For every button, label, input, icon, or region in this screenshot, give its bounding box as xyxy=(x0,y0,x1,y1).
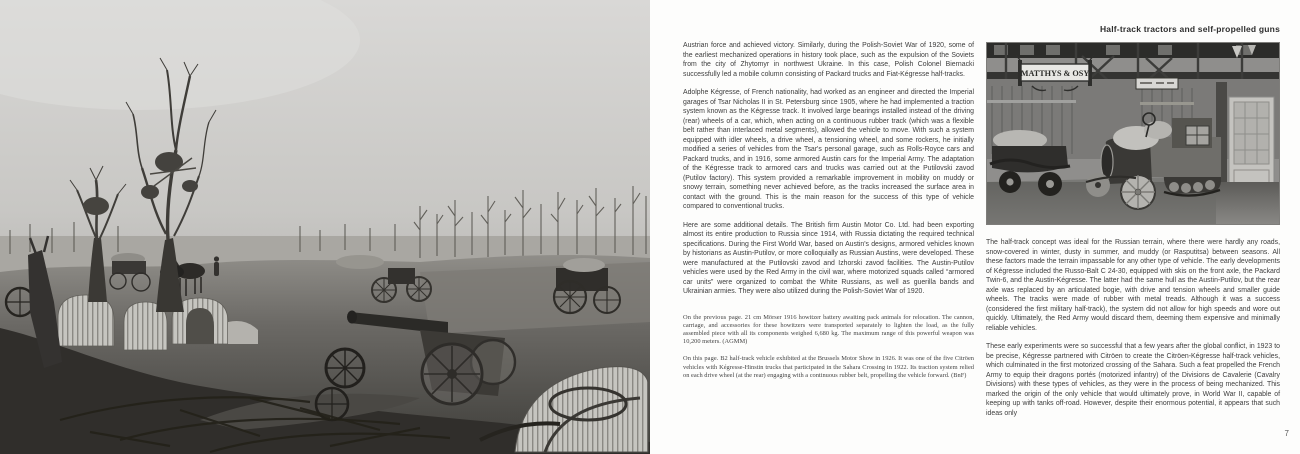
sign-matthys-osy: MATTHYS & OSY xyxy=(1020,69,1090,78)
caption-lead: On the previous page. xyxy=(683,313,743,321)
caption-text: B2 half-track vehicle exhibited at the Brussels Motor Show in 1926. It was one of the five Citröen vehicles with Kégresse-Hinstin trucks that participated in the Sahara Crossing in 1922. Its traction system relied on each drive wheel (at the rear) engaging with a continuous rubber belt, propelling the vehicle forward. (BnF) xyxy=(683,355,974,379)
page-number: 7 xyxy=(1284,429,1289,438)
text-column-2 xyxy=(986,42,1280,427)
body-paragraph: The half-track concept was ideal for the Russian terrain, where there were hardly any roads, snow-covered in winter, dusty in summer, and muddy (or Rasputitsa) between seasons. All these factors made the terrain impassable for any other type of vehicle. The early developments of Kégresse included the Russo-Balt C 24-30, equipped with skis on the front axle, the Packard Twin-6, and the Austin-Kégresse. The latter had the same hull as the Austin-Putilov, but the rear axle was replaced by an articulated bogie, with drive and tension wheels and smaller guide wheels. The tracks were made of rubber with metal treads. Although it was a success (considered the first military half-track), the system did not allow for high speeds and wore out quickly. Ultimately, the Red Army would discard them, deeming them expensive and minimally reliable vehicles. xyxy=(986,239,1280,332)
running-head: Half-track tractors and self-propelled guns xyxy=(1099,24,1280,34)
photo-captions xyxy=(683,314,974,380)
body-paragraph: These early experiments were so successful that a few years after the global conflict, in 1923 to be precise, Kégresse partnered with Citröen to create the Citröen-Kégresse half-track vehicles, which culminated in the first motorized crossing of the Sahara. Such a feat propelled the French Army to equip their dragons portés (motorized infantry) of the Divisions de Cavalerie (Cavalry Divisions) with these types of vehicles, as they were in the process of being mechanized. This marked the origin of the only vehicle that would ultimately prove, in World War II, capable of keeping up with tanks off-road. However, despite their enormous potential, it appears that such ideas only xyxy=(986,343,1280,417)
caption-previous-page xyxy=(683,314,974,347)
caption-text: 21 cm Mörser 1916 howitzer battery awaiting pack animals for relocation. The cannon, carriage, and accessories for these howitzers were transported separately to lighten the load, as the fully assembled piece with all its components weighed 6,680 kg. The maximum range of this powerful weapon was 10,200 meters. (AGMM) xyxy=(683,313,974,346)
motor-show-photo xyxy=(986,42,1280,225)
body-paragraph: Adolphe Kégresse, of French nationality, had worked as an engineer and directed the Imperial garages of Tsar Nicholas II in St. Petersburg since 1905, where he had implemented a traction system known as the Kégresse track. It involved large bearings installed instead of the driving (rear) wheels of a car, which, when acting on a continuous rubber track (which was a flexible belt rather than interlaced metal segments), allowed the vehicle to move. With such a system equipped with idler wheels, a drive wheel, a tensioning wheel, and some rockers, he initially modified a series of vehicles from the Tsar's personal garage, such as Rolls-Royce cars and Packard trucks, and in 1916, some armored Austin cars for the Imperial Army. The adaptation of the Kégresse track to armored cars and trucks was carried out at the Putilovski zavod (Putilov factory). This system provided a remarkable improvement in mobility on muddy or snowy terrain, something never achieved before, as the tracks increased the surface area in contact with the ground. This is the main reason for the success of this type of vehicle compared to conventional trucks. xyxy=(683,89,974,210)
body-paragraph: Austrian force and achieved victory. Similarly, during the Polish-Soviet War of 1920, some of the earliest mechanized operations in history took place, such as the expulsion of the Soviets from the city of Zhytomyr in northwest Ukraine. In this case, Polish Colonel Biernacki successfully led a mobile column consisting of Packard trucks and Fiat-Kégresse half-tracks. xyxy=(683,42,974,78)
caption-this-page xyxy=(683,355,974,380)
caption-lead: On this page. xyxy=(683,355,719,363)
text-column-1 xyxy=(683,41,974,389)
body-paragraph: Here are some additional details. The British firm Austin Motor Co. Ltd. had been exporting almost its entire production to Russia since 1914, with Russia dictating the required technical specifications. During the First World War, based on Austin's designs, armored vehicles known by historians as Austin-Putilov, or more colloquially as Russian Austins, were developed. These were manufactured at the Putilovski zavod and Izhorski zavod facilities. The Austin-Putilov vehicles were used by the Red Army in the civil war, where motorized squads called “armored car units” were organized to combat the White Russians, as well as guerilla bands and Ukrainian armies. They were also utilized during the Polish-Soviet War of 1920. xyxy=(683,221,974,295)
secondary-sign xyxy=(1136,78,1178,89)
